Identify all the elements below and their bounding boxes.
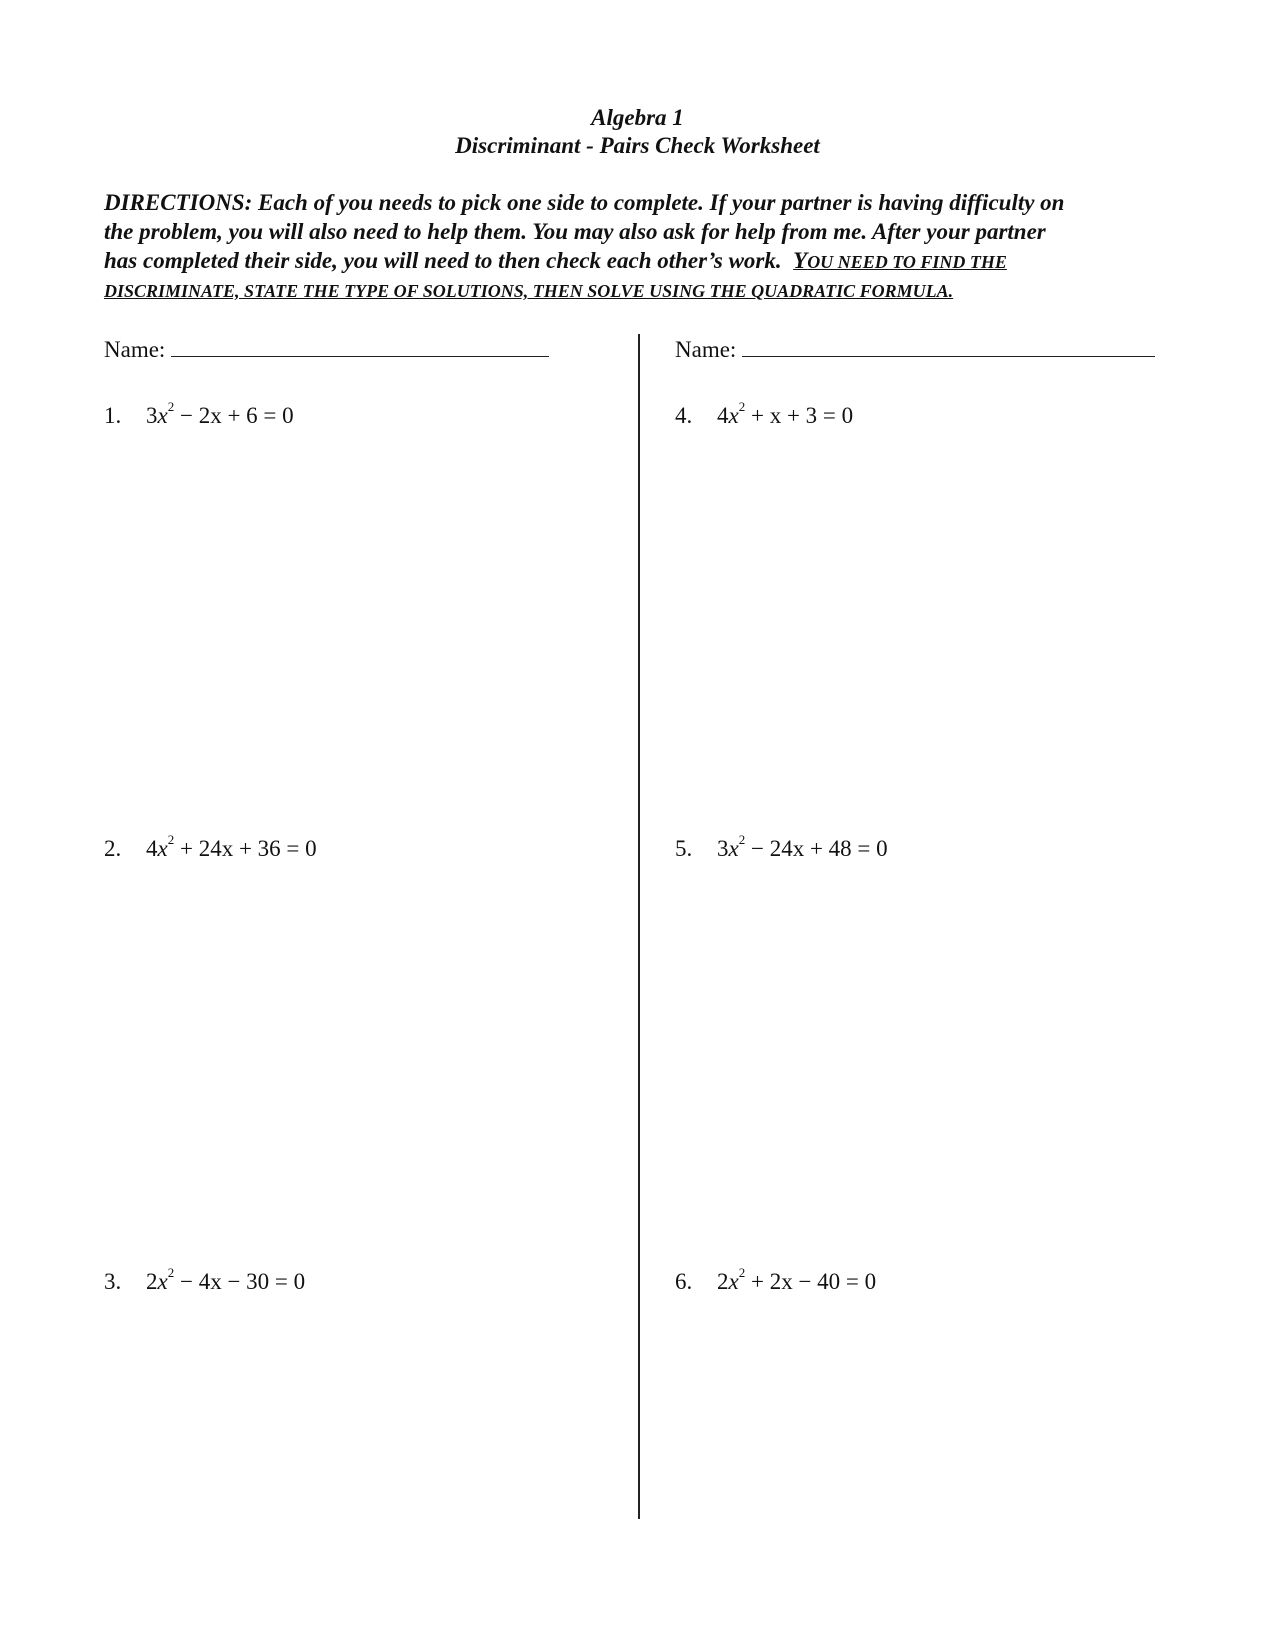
requirement-capital: Y xyxy=(793,248,808,273)
problem-equation: $4x^2 + 24x + 36 = 0$ xyxy=(146,832,317,861)
left-name-label: Name: xyxy=(104,337,166,362)
problem-equation: $3x^2 - 2x + 6 = 0$ xyxy=(146,399,294,428)
problem-equation: $3x^2 - 24x + 48 = 0$ xyxy=(717,832,888,861)
problem-equation: $4x^2 + x + 3 = 0$ xyxy=(717,399,854,428)
left-name-blank[interactable] xyxy=(171,334,549,357)
problem-number: 6. xyxy=(675,1268,693,1294)
directions-line-1: DIRECTIONS: Each of you needs to pick one side to complete. If your partner is having difficulty on xyxy=(104,190,1065,215)
problem-1 xyxy=(104,396,294,430)
directions-block xyxy=(104,188,1184,306)
directions-line-3-text: has completed their side, you will need to then check each other’s work. xyxy=(104,248,782,273)
problem-2 xyxy=(104,829,317,863)
right-name-label: Name: xyxy=(675,337,737,362)
requirement-line-4: DISCRIMINATE, STATE THE TYPE OF SOLUTIONS, THEN SOLVE USING THE QUADRATIC FORMULA. xyxy=(104,281,954,301)
directions-line-3 xyxy=(104,246,1184,277)
problem-4 xyxy=(675,396,853,430)
column-divider xyxy=(638,334,640,1519)
requirement-line-3-text: OU NEED TO FIND THE xyxy=(807,252,1007,272)
problem-equation: $2x^2 + 2x - 40 = 0$ xyxy=(717,1265,877,1294)
problem-number: 3. xyxy=(104,1268,122,1294)
right-name-blank[interactable] xyxy=(742,334,1155,357)
right-name-field[interactable] xyxy=(675,334,1155,364)
left-name-field[interactable] xyxy=(104,334,549,364)
requirement-line-3 xyxy=(793,248,1007,273)
problem-equation: $2x^2 - 4x - 30 = 0$ xyxy=(146,1265,306,1294)
problem-number: 1. xyxy=(104,402,122,428)
problem-number: 2. xyxy=(104,835,122,861)
problem-6 xyxy=(675,1262,876,1296)
problem-number: 4. xyxy=(675,402,693,428)
problem-5 xyxy=(675,829,888,863)
directions-line-2: the problem, you will also need to help them. You may also ask for help from me. After your partner xyxy=(104,219,1046,244)
worksheet-subtitle: Discriminant - Pairs Check Worksheet xyxy=(455,133,820,158)
worksheet-title: Algebra 1 xyxy=(591,105,684,130)
problem-3 xyxy=(104,1262,305,1296)
problem-number: 5. xyxy=(675,835,693,861)
